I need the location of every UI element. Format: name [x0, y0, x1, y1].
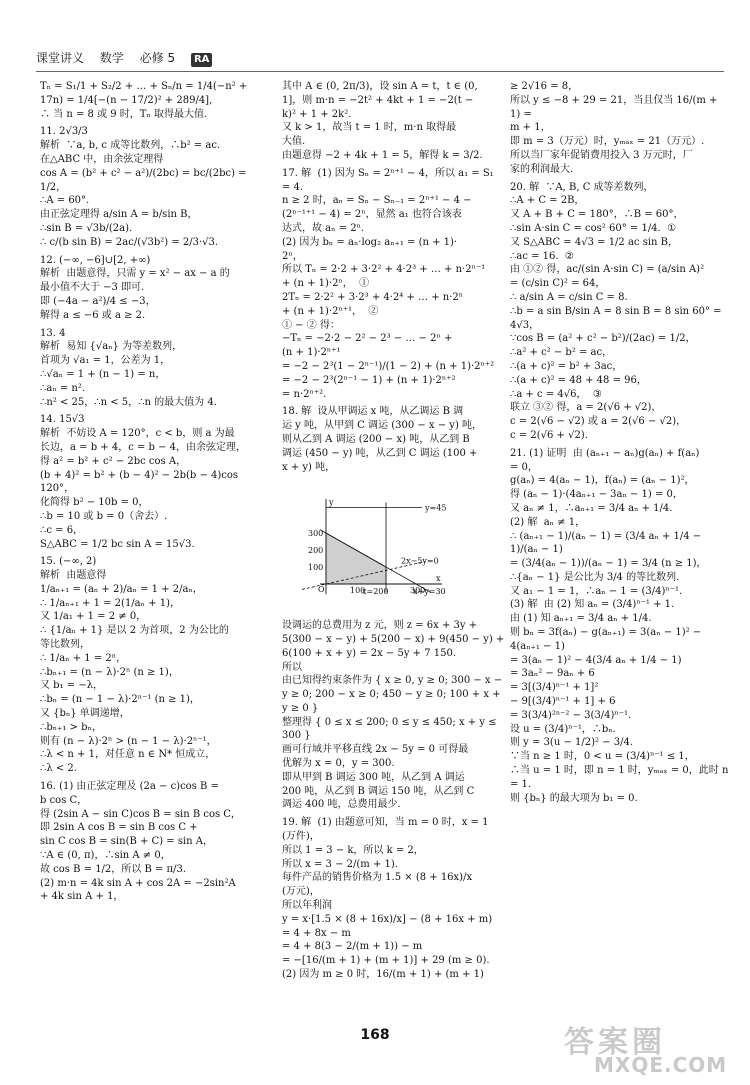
header-volume: 必修 5	[139, 51, 176, 65]
text-line: ∴n² < 25，∴n < 5，∴n 的最大值为 4.	[40, 396, 217, 408]
text-line: 大值.	[282, 136, 306, 148]
text-line: = (c/sin C)² = 64，	[510, 278, 606, 290]
text-line: 设 u = (3/4)ⁿ⁻¹，∴bₙ.	[510, 723, 616, 735]
text-line: = 3(3/4)²ⁿ⁻² − 3(3/4)ⁿ⁻¹.	[510, 709, 632, 721]
text-line: 调运 400 吨，总费用最少.	[282, 799, 401, 811]
answer-column-left	[40, 80, 272, 904]
y-tick-label: 200	[308, 546, 324, 556]
text-line: = −[16/(m + 1) + (m + 1)] + 29 (m ≥ 0).	[282, 955, 490, 967]
text-line: 即 m = 3（万元）时，yₘₐₓ = 21（万元）.	[510, 136, 705, 148]
text-line: (3) 解 由 (2) 知 aₙ = (3/4)ⁿ⁻¹ + 1.	[510, 599, 675, 611]
text-line: 则 bₙ = 3f(aₙ) − g(aₙ₊₁) = 3(aₙ − 1)² −	[510, 627, 702, 639]
text-line: 20. 解 ∵A, B, C 成等差数列，	[510, 181, 654, 193]
text-line: 12. (−∞, −6]∪[2, +∞)	[40, 254, 151, 266]
text-line: 由题意得 −2 + 4k + 1 = 5，解得 k = 3/2.	[282, 149, 483, 161]
text-line: 所以年利润	[282, 900, 332, 912]
text-line: 4(aₙ₊₁ − 1)	[510, 640, 565, 652]
text-line: 所以 1 = 3 − k，所以 k = 2，	[282, 844, 424, 856]
text-line: 整理得 { 0 ≤ x ≤ 200; 0 ≤ y ≤ 450; x + y ≤ 300 }	[282, 716, 500, 742]
text-line: ∴λ < 2.	[40, 763, 77, 775]
text-line: 又 aₙ ≠ 1，∴aₙ₊₁ = 3/4 aₙ + 1/4.	[510, 502, 673, 514]
text-line: − 9[(3/4)ⁿ⁻¹ + 1] + 6	[510, 696, 616, 708]
text-line: ∴ {1/aₙ + 1} 是以 2 为首项，2 为公比的	[40, 625, 229, 637]
page-header	[36, 50, 696, 70]
text-line: ∴bₙ₊₁ > bₙ，	[40, 721, 102, 733]
text-line: ∴bₙ = (n − 1 − λ)·2ⁿ⁻¹ (n ≥ 1)，	[40, 694, 200, 706]
watermark-logo	[564, 1022, 744, 1078]
text-line: = 3(aₙ − 1)² − 4(3/4 aₙ + 1/4 − 1)	[510, 654, 682, 666]
text-line: 等比数列，	[40, 639, 90, 651]
x-tick-label: 100	[350, 586, 366, 596]
text-line: S△ABC = 1/2 bc sin A = 15√3.	[40, 538, 195, 550]
text-line: (2) 因为 bₙ = aₙ·log₂ aₙ₊₁ = (n + 1)·	[282, 236, 458, 248]
text-line: k)² + 1 + 2k².	[282, 108, 352, 120]
text-line: ∴c = 6，	[40, 524, 84, 536]
text-line: 由正弦定理得 a/sin A = b/sin B，	[40, 209, 198, 221]
text-line: 长边，a = b + 4，c = b − 4，由余弦定理，	[40, 441, 247, 453]
edition-badge: RA	[191, 53, 212, 67]
text-line: 由已知得约束条件为 { x ≥ 0, y ≥ 0; 300 − x − y ≥ 0; 200 − x ≥ 0; 450 − y ≥ 0; 100 + x + y ≥ 0 }	[282, 675, 506, 714]
text-line: = 4 + 8(3 − 2/(m + 1)) − m	[282, 941, 423, 953]
label-x-plus-y-300: x+y=30	[413, 587, 446, 597]
text-line: 6(100 + x + y) = 2x − 5y + 7 150.	[282, 647, 457, 659]
feasible-region-chart	[296, 480, 446, 610]
text-line: (万件)，	[282, 831, 320, 843]
text-line: 优解为 x = 0，y = 300.	[282, 758, 395, 770]
text-line: ∴b = a sin B/sin A = 8 sin B = 8 sin 60° = 4√3，	[510, 305, 725, 331]
text-line: 17. 解 (1) 因为 Sₙ = 2ⁿ⁺¹ − 4，所以 a₁ = S₁	[282, 167, 494, 179]
text-line: 又 S△ABC = 4√3 = 1/2 ac sin B，	[510, 236, 679, 248]
text-line: ∴ac = 16. ②	[510, 250, 574, 262]
text-line: (b + 4)² = b² + (b − 4)² − 2b(b − 4)cos 120°，	[40, 469, 242, 495]
text-line: = −2 − 2³(2ⁿ⁻¹ − 1) + (n + 1)·2ⁿ⁺²	[282, 374, 456, 386]
text-line: 则 y = 3(u − 1/2)² − 3/4.	[510, 737, 634, 749]
text-line: ∴a + c = 4√6， ③	[510, 388, 602, 400]
text-line: ∴bₙ₊₁ = (n − λ)·2ⁿ (n ≥ 1)，	[40, 666, 179, 678]
text-line: (2) 因为 m ≥ 0 时，16/(m + 1) + (m + 1)	[282, 969, 484, 981]
text-line: 调运 (450 − y) 吨，从乙到 C 调运 (100 +	[282, 447, 478, 459]
text-line: 得 a² = b² + c² − 2bc cos A，	[40, 455, 187, 467]
text-line: = (3/4(aₙ − 1))/(aₙ − 1) = 3/4 (n ≥ 1)，	[510, 558, 707, 570]
text-line: 解析 易知 {√aₙ} 为等差数列，	[40, 341, 183, 353]
text-line: 18. 解 设从甲调运 x 吨，从乙调运 B 调	[282, 406, 464, 418]
text-line: 画可行域并平移直线 2x − 5y = 0 可得最	[282, 744, 469, 756]
text-line: ∴ 1/aₙ + 1 = 2ⁿ，	[40, 652, 127, 664]
text-line: 19. 解 (1) 由题意可知，当 m = 0 时，x = 1	[282, 817, 489, 829]
text-line: (2) 解 aₙ ≠ 1，	[510, 516, 586, 528]
text-line: g(aₙ) = 4(aₙ − 1)，f(aₙ) = (aₙ − 1)²，	[510, 475, 695, 487]
text-line: ① − ② 得：	[282, 319, 340, 331]
text-line: 所以 x = 3 − 2/(m + 1).	[282, 858, 398, 870]
text-line: ∴λ < n + 1，对任意 n ∈ N* 恒成立，	[40, 749, 216, 761]
x-tick-label: 300	[410, 586, 426, 596]
text-line: ∴A = 60°.	[40, 195, 90, 207]
text-line: 16. (1) 由正弦定理及 (2a − c)cos B =	[40, 781, 219, 793]
text-line: 5(300 − x − y) + 5(200 − x) + 9(450 − y) +	[282, 633, 505, 645]
text-line: 又 A + B + C = 180°，∴B = 60°，	[510, 209, 684, 221]
text-line: 运 y 吨，从甲到 C 调运 (300 − x − y) 吨，	[282, 420, 483, 432]
text-line: 200 吨，从乙到 B 调运 150 吨，从乙到 C	[282, 785, 475, 797]
text-line: 每件产品的销售价格为 1.5 × (8 + 16x)/x	[282, 872, 473, 884]
text-line: 解析 ∵a, b, c 成等比数列，∴b² = ac.	[40, 140, 221, 152]
text-line: (2) m·n = 4k sin A + cos 2A = −2sin²A	[40, 877, 236, 889]
header-book: 课堂讲义	[36, 51, 85, 65]
text-line: 首项为 √a₁ = 1，公差为 1，	[40, 355, 171, 367]
text-line: ∵A ∈ (0, π)，∴sin A ≠ 0，	[40, 850, 171, 862]
text-line: 则有 (n − λ)·2ⁿ > (n − 1 − λ)·2ⁿ⁻¹，	[40, 735, 217, 747]
header-subject: 数学	[99, 51, 124, 65]
text-line: 13. 4	[40, 327, 66, 339]
text-line: = 4.	[282, 181, 304, 193]
text-line: + 4k sin A + 1，	[40, 891, 124, 903]
text-line: 则从乙到 A 调运 (200 − x) 吨，从乙到 B	[282, 433, 470, 445]
origin-label: O	[318, 585, 325, 595]
text-line: ∴当 u = 1 时，即 n = 1 时，yₘₐₓ = 0，此时 n = 1.	[510, 765, 732, 790]
text-line: b cos C，	[40, 794, 88, 806]
text-line: ∴ c/(b sin B) = 2ac/(√3b²) = 2/3·√3.	[40, 236, 219, 248]
y-tick-label: 300	[308, 529, 324, 539]
text-line: 家的利润最大.	[510, 163, 574, 175]
text-line: 又 1/a₁ + 1 = 2 ≠ 0，	[40, 611, 147, 623]
text-line: 所以	[282, 661, 302, 673]
text-line: ∴ (aₙ₊₁ − 1)/(aₙ − 1) = (3/4 aₙ + 1/4 − 1)/(aₙ − 1)	[510, 530, 705, 556]
text-line: 解析 由题意得	[40, 570, 107, 582]
text-line: 解析 由题意得，只需 y = x² − ax − a 的	[40, 268, 230, 280]
text-line: 设调运的总费用为 z 元，则 z = 6x + 3y +	[282, 620, 478, 632]
text-line: ≥ 2√16 = 8，	[510, 81, 579, 92]
text-line: ∴ 1/aₙ₊₁ + 1 = 2(1/aₙ + 1)，	[40, 597, 180, 609]
text-line: 2Tₙ = 2·2² + 3·2³ + 4·2⁴ + … + n·2ⁿ	[282, 291, 464, 303]
watermark-url: MXQE.COM	[594, 1053, 728, 1077]
text-line: (n + 1)·2ⁿ⁺¹	[282, 347, 341, 359]
text-line: 所以当厂家年促销费用投入 3 万元时，厂	[510, 149, 693, 161]
text-line: cos A = (b² + c² − a²)/(2bc) = bc/(2bc) = 1/2，	[40, 167, 250, 193]
text-line: c = 2(√6 − √2) 或 a = 2(√6 − √2)，	[510, 416, 687, 428]
label-x-200: x=200	[362, 587, 389, 597]
text-line: n ≥ 2 时，aₙ = Sₙ − Sₙ₋₁ = 2ⁿ⁺¹ − 4 −	[282, 195, 472, 207]
text-line: ∴A + C = 2B，	[510, 195, 585, 207]
text-line: 解得 a ≤ −6 或 a ≥ 2.	[40, 309, 146, 321]
text-line: 17n) = 1/4[−(n − 17/2)² + 289/4],	[40, 94, 213, 106]
x-axis-label: x	[436, 574, 441, 584]
text-line: 即 (−4a − a²)/4 ≤ −3，	[40, 295, 156, 307]
answer-column-middle	[282, 80, 508, 982]
text-line: ∵当 n ≥ 1 时，0 < u = (3/4)ⁿ⁻¹ ≤ 1，	[510, 751, 695, 763]
text-line: 故 cos B = 1/2，所以 B = π/3.	[40, 863, 187, 875]
y-axis-label: y	[329, 498, 334, 508]
text-line: 解析 不妨设 A = 120°，c < b，则 a 为最	[40, 428, 235, 440]
text-line: 其中 A ∈ (0, 2π/3)，设 sin A = t，t ∈ (0,	[282, 81, 478, 92]
y-tick-label: 100	[308, 563, 324, 573]
text-line: ∴{aₙ − 1} 是公比为 3/4 的等比数列.	[510, 571, 680, 583]
text-line: + (n + 1)·2ⁿ， ①	[282, 278, 370, 290]
text-line: y = x·[1.5 × (8 + 16x)/x] − (8 + 16x + m)	[282, 913, 493, 925]
text-line: sin C cos B = sin(B + C) = sin A，	[40, 836, 214, 848]
text-line: m + 1，	[510, 122, 551, 134]
text-line: = 3[(3/4)ⁿ⁻¹ + 1]²	[510, 682, 599, 694]
text-line: 又 k > 1，故当 t = 1 时，m·n 取得最	[282, 122, 457, 134]
text-line: 即从甲到 B 调运 300 吨，从乙到 A 调运	[282, 771, 465, 783]
text-line: = −2 − 2³(1 − 2ⁿ⁻¹)/(1 − 2) + (n + 1)·2ⁿ⁺²	[282, 360, 495, 372]
text-line: 得 (aₙ − 1)·(4aₙ₊₁ − 3aₙ − 1) = 0，	[510, 489, 683, 501]
text-line: ∴sin B = √3b/(2a).	[40, 222, 133, 234]
text-line: (2ⁿ⁻¹⁺¹ − 4) = 2ⁿ，显然 a₁ 也符合该表	[282, 209, 462, 221]
text-line: 由 (1) 知 aₙ₊₁ = 3/4 aₙ + 1/4.	[510, 613, 652, 625]
text-line: x + y) 吨，	[282, 461, 336, 473]
text-line: 所以 y ≤ −8 + 29 = 21，当且仅当 16/(m + 1) =	[510, 94, 721, 120]
chart-container	[296, 480, 508, 615]
text-line: 化简得 b² − 10b = 0，	[40, 497, 149, 509]
page-number: 168	[360, 1027, 390, 1043]
text-line: (万元)，	[282, 886, 320, 898]
text-line: ∴aₙ = n².	[40, 382, 86, 394]
text-line: 又 b₁ = −λ，	[40, 680, 104, 692]
label-2x-minus-5y: 2x−5y=0	[401, 556, 439, 566]
text-line: 又 {bₙ} 单调递增，	[40, 708, 130, 720]
text-line: = 4 + 8x − m	[282, 927, 351, 939]
text-line: 最小值不大于 −3 即可.	[40, 282, 145, 294]
text-line: 15. (−∞, 2)	[40, 556, 97, 568]
text-line: ∴sin A·sin C = cos² 60° = 1/4. ①	[510, 222, 677, 234]
text-line: ∴b = 10 或 b = 0（舍去）.	[40, 510, 168, 522]
text-line: 由 ①② 得，ac/(sin A·sin C) = (a/sin A)²	[510, 264, 705, 276]
text-line: Tₙ = S₁/1 + S₂/2 + … + Sₙ/n = 1/4(−n² +	[40, 81, 248, 92]
text-line: 得 (2sin A − sin C)cos B = sin B cos C，	[40, 808, 241, 820]
text-line: 11. 2√3/3	[40, 126, 88, 138]
text-line: 联立 ③② 得，a = 2(√6 + √2)，	[510, 402, 662, 414]
text-line: c = 2(√6 + √2).	[510, 429, 588, 441]
text-line: 在△ABC 中，由余弦定理得	[40, 153, 164, 165]
text-line: 又 a₁ − 1 = 1，∴aₙ − 1 = (3/4)ⁿ⁻¹.	[510, 585, 683, 597]
text-line: = n·2ⁿ⁺².	[282, 388, 327, 400]
label-y-450: y=45	[425, 503, 446, 513]
text-line: 即 2sin A cos B = sin B cos C +	[40, 822, 198, 834]
text-line: ∴(a + c)² = b² + 3ac，	[510, 360, 623, 372]
text-line: ∵cos B = (a² + c² − b²)/(2ac) = 1/2，	[510, 333, 696, 345]
text-line: 1]，则 m·n = −2t² + 4kt + 1 = −2(t −	[282, 94, 474, 106]
feasible-region	[326, 533, 386, 584]
text-line: 21. (1) 证明 由 (aₙ₊₁ − aₙ)g(aₙ) + f(aₙ)	[510, 447, 700, 459]
text-line: 14. 15√3	[40, 414, 85, 426]
text-line: = 3aₙ² − 9aₙ + 6	[510, 668, 595, 680]
text-line: 则 {bₙ} 的最大项为 b₁ = 0.	[510, 792, 638, 804]
text-line: ∴(a + c)² = 48 + 48 = 96，	[510, 374, 647, 386]
text-line: −Tₙ = −2·2 − 2² − 2³ − … − 2ⁿ +	[282, 333, 453, 345]
answer-column-right	[510, 80, 730, 805]
text-line: ∴a² + c² − b² = ac，	[510, 347, 613, 359]
text-line: 1/aₙ₊₁ = (aₙ + 2)/aₙ = 1 + 2/aₙ，	[40, 583, 203, 595]
text-line: ∴ 当 n = 8 或 9 时，Tₙ 取得最大值.	[40, 108, 208, 120]
text-line: 2ⁿ，	[282, 250, 303, 262]
text-line: 达式，故 aₙ = 2ⁿ.	[282, 222, 365, 234]
text-line: = 0，	[510, 461, 538, 473]
text-line: ∴√aₙ = 1 + (n − 1) = n，	[40, 368, 166, 380]
header-rule	[36, 71, 724, 72]
text-line: + (n + 1)·2ⁿ⁺¹， ②	[282, 305, 379, 317]
watermark-text: 答案圈	[564, 1025, 666, 1060]
text-line: ∴ a/sin A = c/sin C = 8.	[510, 291, 628, 303]
text-line: 所以 Tₙ = 2·2 + 3·2² + 4·2³ + … + n·2ⁿ⁻¹	[282, 264, 486, 276]
